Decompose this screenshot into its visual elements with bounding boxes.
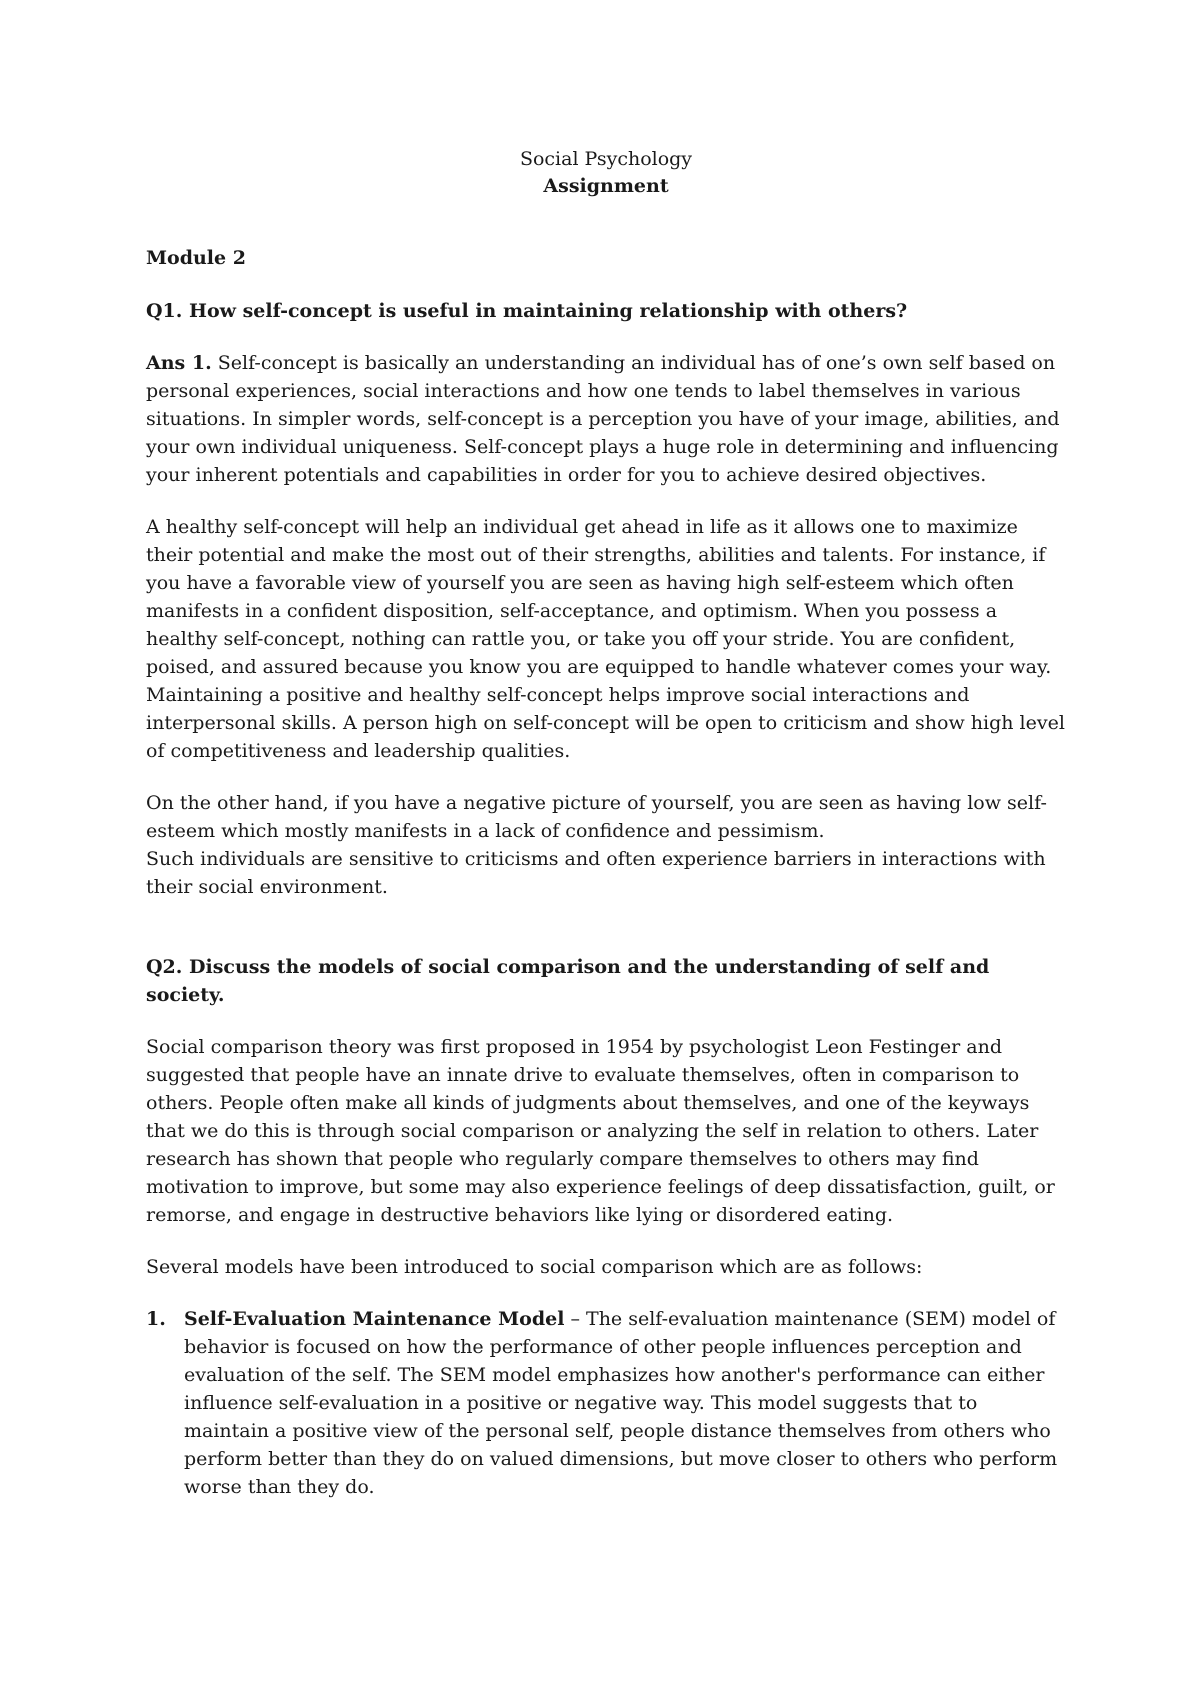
answer-2-paragraph-1: Social comparison theory was first proposed in 1954 by psychologist Leon Festinger and suggested that people have an innate drive to evaluate themselves, often in comparison to others. People often make all kinds of judgments about themselves, and one of the keyways that we do this is through social comparison or analyzing the self in relation to others. Later research has shown that people who regularly compare themselves to others may find motivation to improve, but some may also experience feelings of deep dissatisfaction, guilt, or remorse, and engage in destructive behaviors like lying or disordered eating. [146, 1036, 1055, 1226]
list-item [146, 1305, 1066, 1501]
question-1-heading: Q1. How self-concept is useful in maintaining relationship with others? [146, 300, 908, 322]
question-2-heading: Q2. Discuss the models of social comparison and the understanding of self and society. [146, 956, 990, 1006]
document-title: Social Psychology [519, 148, 693, 170]
document-subtitle: Assignment [543, 175, 669, 197]
answer-label: Ans 1. [146, 352, 212, 374]
model-term: Self-Evaluation Maintenance Model [184, 1308, 565, 1330]
answer-1-paragraph-1 [146, 349, 1066, 489]
answer-1-paragraph-4: Such individuals are sensitive to criticisms and often experience barriers in interactions with their social environment. [146, 848, 1046, 898]
answer-1-paragraph-3: On the other hand, if you have a negative picture of yourself, you are seen as having low self-esteem which mostly manifests in a lack of confidence and pessimism. [146, 792, 1047, 842]
models-list [146, 1305, 1066, 1501]
list-item-number: 1. [146, 1308, 166, 1330]
module-heading: Module 2 [146, 247, 246, 269]
model-description: – The self-evaluation maintenance (SEM) model of behavior is focused on how the performance of other people influences perception and evaluation of the self. The SEM model emphasizes how another's performance can either influence self-evaluation in a positive or negative way. This model suggests that to maintain a positive view of the personal self, people distance themselves from others who perform better than they do on valued dimensions, but move closer to others who perform worse than they do. [184, 1308, 1058, 1498]
answer-1-paragraph-2: A healthy self-concept will help an individual get ahead in life as it allows one to maximize their potential and make the most out of their strengths, abilities and talents. For instance, if you have a favorable view of yourself you are seen as having high self-esteem which often manifests in a confident disposition, self-acceptance, and optimism. When you possess a healthy self-concept, nothing can rattle you, or take you off your stride. You are confident, poised, and assured because you know you are equipped to handle whatever comes your way. Maintaining a positive and healthy self-concept helps improve social interactions and interpersonal skills. A person high on self-concept will be open to criticism and show high level of competitiveness and leadership qualities. [146, 516, 1065, 762]
document-body [146, 146, 1066, 1501]
answer-1-text: Self-concept is basically an understanding an individual has of one’s own self based on personal experiences, social interactions and how one tends to label themselves in various situations. In simpler words, self-concept is a perception you have of your image, abilities, and your own individual uniqueness. Self-concept plays a huge role in determining and influencing your inherent potentials and capabilities in order for you to achieve desired objectives. [146, 352, 1060, 486]
answer-2-paragraph-2: Several models have been introduced to social comparison which are as follows: [146, 1256, 923, 1278]
